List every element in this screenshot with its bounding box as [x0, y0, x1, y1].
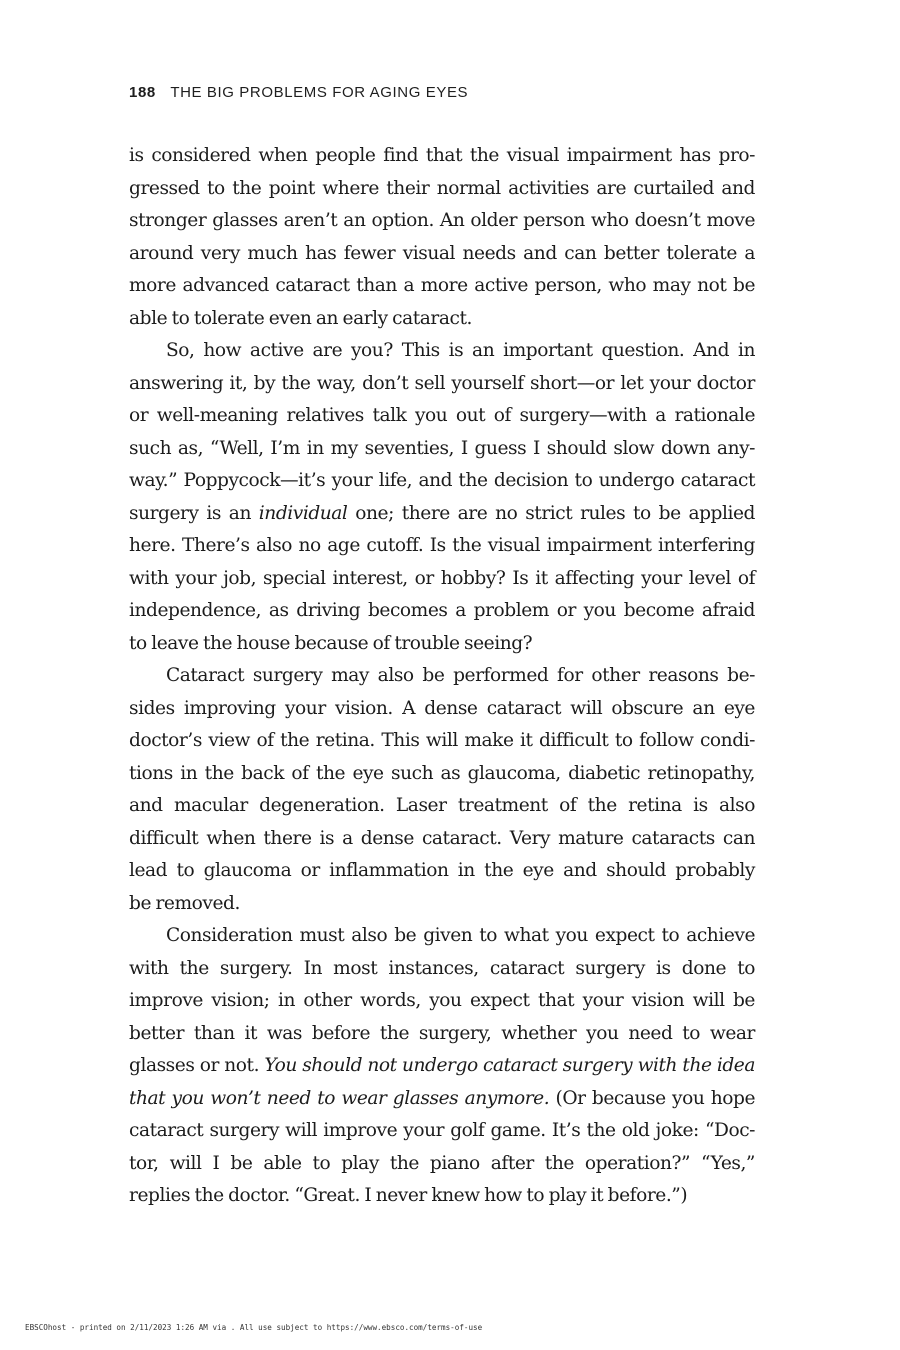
- text-line: here. There’s also no age cutoff. Is the visual impairment interfering: [129, 535, 755, 556]
- print-footer: EBSCOhost - printed on 2/11/2023 1:26 AM via . All use subject to https://www.ebsco.com/terms-of-use: [25, 1323, 483, 1332]
- text-run: surgery is an: [129, 502, 259, 524]
- text-run: glasses or not.: [129, 1055, 265, 1076]
- page-number: 188: [129, 84, 156, 101]
- text-line: improve vision; in other words, you expect that your vision will be: [129, 990, 755, 1011]
- text-line: difficult when there is a dense cataract. Very mature cataracts can: [129, 827, 755, 849]
- text-line: to leave the house because of trouble seeing?: [129, 632, 533, 654]
- text-line: way.” Poppycock—it’s your life, and the decision to undergo cataract: [129, 470, 755, 491]
- text-run: (Or because you hope: [549, 1087, 755, 1109]
- text-line: is considered when people find that the visual impairment has pro-: [129, 145, 755, 166]
- running-head: [129, 84, 468, 101]
- text-line: gressed to the point where their normal activities are curtailed and: [129, 177, 755, 199]
- text-line: Consideration must also be given to what you expect to achieve: [166, 925, 755, 946]
- text-line: So, how active are you? This is an important question. And in: [166, 340, 755, 361]
- text-line: with the surgery. In most instances, cataract surgery is done to: [129, 957, 755, 979]
- text-line: and macular degeneration. Laser treatment of the retina is also: [129, 795, 755, 816]
- text-run: one; there are no strict rules to be applied: [347, 502, 755, 524]
- text-line: lead to glaucoma or inflammation in the eye and should probably: [129, 860, 755, 881]
- text-line: be removed.: [129, 892, 240, 914]
- text-line: or well-meaning relatives talk you out of surgery—with a rationale: [129, 405, 755, 426]
- text-line: [129, 1050, 755, 1083]
- text-line: replies the doctor. “Great. I never knew how to play it before.”): [129, 1185, 688, 1206]
- text-line: around very much has fewer visual needs and can better tolerate a: [129, 242, 755, 264]
- text-line: independence, as driving becomes a problem or you become afraid: [129, 600, 755, 621]
- text-line: more advanced cataract than a more active person, who may not be: [129, 275, 755, 296]
- body-text: [129, 140, 755, 1213]
- text-line: [129, 1083, 755, 1116]
- italic-text: that you won’t need to wear glasses anymore.: [129, 1087, 550, 1109]
- text-line: sides improving your vision. A dense cataract will obscure an eye: [129, 697, 755, 719]
- text-line: tions in the back of the eye such as glaucoma, diabetic retinopathy,: [129, 762, 755, 784]
- text-line: such as, “Well, I’m in my seventies, I guess I should slow down any-: [129, 437, 755, 459]
- text-line: Cataract surgery may also be performed for other reasons be-: [166, 665, 755, 686]
- text-line: tor, will I be able to play the piano after the operation?” “Yes,”: [129, 1152, 755, 1174]
- text-line: stronger glasses aren’t an option. An older person who doesn’t move: [129, 210, 755, 231]
- chapter-title: THE BIG PROBLEMS FOR AGING EYES: [170, 84, 469, 101]
- text-line: better than it was before the surgery, whether you need to wear: [129, 1022, 755, 1044]
- text-line: with your job, special interest, or hobby? Is it affecting your level of: [129, 567, 755, 589]
- italic-text: You should not undergo cataract surgery with the idea: [264, 1055, 755, 1076]
- text-line: able to tolerate even an early cataract.: [129, 307, 472, 329]
- text-line: cataract surgery will improve your golf game. It’s the old joke: “Doc-: [129, 1120, 755, 1141]
- text-line: doctor’s view of the retina. This will make it difficult to follow condi-: [129, 730, 755, 751]
- text-line: [129, 498, 755, 531]
- text-line: answering it, by the way, don’t sell yourself short—or let your doctor: [129, 372, 755, 394]
- italic-text: individual: [258, 502, 348, 524]
